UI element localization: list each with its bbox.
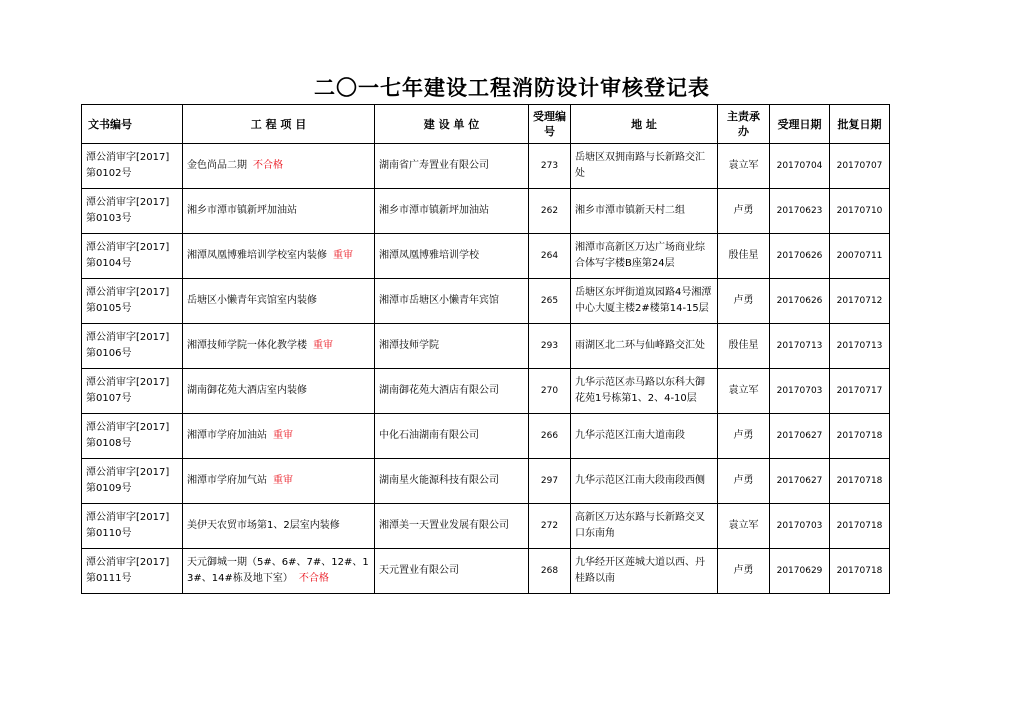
registry-table: [81, 104, 890, 594]
header-project: 工 程 项 目: [183, 105, 375, 144]
accept-no-cell: 270: [529, 369, 571, 414]
unit-cell: 湘潭技师学院: [375, 324, 529, 369]
doc-no-cell: 潭公消审字[2017]第0107号: [82, 369, 183, 414]
table-row: [82, 369, 890, 414]
table-row: [82, 504, 890, 549]
address-cell: 九华示范区江南大道南段: [571, 414, 718, 459]
unit-cell: 湖南星火能源科技有限公司: [375, 459, 529, 504]
project-cell: [183, 459, 375, 504]
handler-cell: 卢勇: [718, 459, 770, 504]
accept-no-cell: 273: [529, 144, 571, 189]
status-tag: 重审: [273, 430, 293, 441]
accept-date-cell: 20170627: [770, 459, 830, 504]
handler-cell: 卢勇: [718, 279, 770, 324]
project-name: 湘潭市学府加气站: [187, 475, 267, 486]
approve-date-cell: 20170712: [830, 279, 890, 324]
approve-date-cell: 20170717: [830, 369, 890, 414]
doc-no-cell: 潭公消审字[2017]第0105号: [82, 279, 183, 324]
handler-cell: 卢勇: [718, 189, 770, 234]
status-tag: 重审: [333, 250, 353, 261]
accept-date-cell: 20170704: [770, 144, 830, 189]
unit-cell: 湘潭凤凰博雅培训学校: [375, 234, 529, 279]
project-name: 湘潭凤凰博雅培训学校室内装修: [187, 250, 327, 261]
approve-date-cell: 20070711: [830, 234, 890, 279]
handler-cell: 袁立军: [718, 369, 770, 414]
project-name: 天元御城一期（5#、6#、7#、12#、13#、14#栋及地下室）: [187, 557, 369, 584]
project-name: 金色尚品二期: [187, 160, 247, 171]
approve-date-cell: 20170710: [830, 189, 890, 234]
accept-no-cell: 264: [529, 234, 571, 279]
unit-cell: 中化石油湖南有限公司: [375, 414, 529, 459]
accept-no-cell: 265: [529, 279, 571, 324]
address-cell: 九华经开区莲城大道以西、丹桂路以南: [571, 549, 718, 594]
accept-date-cell: 20170713: [770, 324, 830, 369]
address-cell: 岳塘区双拥南路与长新路交汇处: [571, 144, 718, 189]
table-row: [82, 459, 890, 504]
header-address: 地 址: [571, 105, 718, 144]
address-cell: 岳塘区东坪街道岚园路4号湘潭中心大厦主楼2#楼第14-15层: [571, 279, 718, 324]
project-cell: [183, 279, 375, 324]
project-cell: [183, 144, 375, 189]
unit-cell: 湖南御花苑大酒店有限公司: [375, 369, 529, 414]
accept-date-cell: 20170623: [770, 189, 830, 234]
status-tag: 不合格: [253, 160, 283, 171]
address-cell: 高新区万达东路与长新路交叉口东南角: [571, 504, 718, 549]
project-cell: [183, 549, 375, 594]
handler-cell: 袁立军: [718, 144, 770, 189]
accept-date-cell: 20170703: [770, 504, 830, 549]
address-cell: 九华示范区江南大段南段西侧: [571, 459, 718, 504]
accept-date-cell: 20170629: [770, 549, 830, 594]
address-cell: 湘乡市潭市镇新天村二组: [571, 189, 718, 234]
address-cell: 湘潭市高新区万达广场商业综合体写字楼B座第24层: [571, 234, 718, 279]
status-tag: 不合格: [298, 573, 329, 584]
approve-date-cell: 20170718: [830, 459, 890, 504]
approve-date-cell: 20170718: [830, 504, 890, 549]
table-row: [82, 549, 890, 594]
unit-cell: 湖南省广寿置业有限公司: [375, 144, 529, 189]
doc-no-cell: 潭公消审字[2017]第0102号: [82, 144, 183, 189]
project-name: 岳塘区小懒青年宾馆室内装修: [187, 295, 317, 306]
address-cell: 九华示范区赤马路以东科大御花苑1号栋第1、2、4-10层: [571, 369, 718, 414]
unit-cell: 湘潭美一天置业发展有限公司: [375, 504, 529, 549]
doc-no-cell: 潭公消审字[2017]第0106号: [82, 324, 183, 369]
accept-date-cell: 20170627: [770, 414, 830, 459]
header-accept-no: 受理编号: [529, 105, 571, 144]
handler-cell: 袁立军: [718, 504, 770, 549]
approve-date-cell: 20170713: [830, 324, 890, 369]
table-row: [82, 189, 890, 234]
project-cell: [183, 369, 375, 414]
header-doc-no: 文书编号: [82, 105, 183, 144]
project-name: 湘潭技师学院一体化教学楼: [187, 340, 307, 351]
project-name: 湖南御花苑大酒店室内装修: [187, 385, 307, 396]
handler-cell: 卢勇: [718, 414, 770, 459]
table-row: [82, 144, 890, 189]
accept-no-cell: 268: [529, 549, 571, 594]
doc-no-cell: 潭公消审字[2017]第0109号: [82, 459, 183, 504]
header-accept-date: 受理日期: [770, 105, 830, 144]
project-name: 美伊天农贸市场第1、2层室内装修: [187, 520, 340, 531]
table-row: [82, 414, 890, 459]
header-row: [82, 105, 890, 144]
accept-date-cell: 20170626: [770, 279, 830, 324]
accept-no-cell: 272: [529, 504, 571, 549]
header-unit: 建 设 单 位: [375, 105, 529, 144]
doc-no-cell: 潭公消审字[2017]第0108号: [82, 414, 183, 459]
handler-cell: 殷佳星: [718, 234, 770, 279]
approve-date-cell: 20170718: [830, 414, 890, 459]
project-name: 湘乡市潭市镇新坪加油站: [187, 205, 297, 216]
accept-no-cell: 262: [529, 189, 571, 234]
accept-no-cell: 266: [529, 414, 571, 459]
doc-no-cell: 潭公消审字[2017]第0104号: [82, 234, 183, 279]
accept-date-cell: 20170626: [770, 234, 830, 279]
unit-cell: 湘潭市岳塘区小懒青年宾馆: [375, 279, 529, 324]
table-row: [82, 234, 890, 279]
project-cell: [183, 189, 375, 234]
table-row: [82, 279, 890, 324]
header-approve-date: 批复日期: [830, 105, 890, 144]
handler-cell: 卢勇: [718, 549, 770, 594]
accept-no-cell: 297: [529, 459, 571, 504]
status-tag: 重审: [273, 475, 293, 486]
unit-cell: 天元置业有限公司: [375, 549, 529, 594]
status-tag: 重审: [313, 340, 333, 351]
accept-date-cell: 20170703: [770, 369, 830, 414]
project-cell: [183, 324, 375, 369]
project-cell: [183, 504, 375, 549]
project-cell: [183, 234, 375, 279]
page-title: 二〇一七年建设工程消防设计审核登记表: [314, 75, 710, 100]
approve-date-cell: 20170707: [830, 144, 890, 189]
header-handler: 主责承办: [718, 105, 770, 144]
approve-date-cell: 20170718: [830, 549, 890, 594]
project-name: 湘潭市学府加油站: [187, 430, 267, 441]
doc-no-cell: 潭公消审字[2017]第0103号: [82, 189, 183, 234]
unit-cell: 湘乡市潭市镇新坪加油站: [375, 189, 529, 234]
project-cell: [183, 414, 375, 459]
accept-no-cell: 293: [529, 324, 571, 369]
doc-no-cell: 潭公消审字[2017]第0111号: [82, 549, 183, 594]
doc-no-cell: 潭公消审字[2017]第0110号: [82, 504, 183, 549]
address-cell: 雨湖区北二环与仙峰路交汇处: [571, 324, 718, 369]
handler-cell: 殷佳星: [718, 324, 770, 369]
table-row: [82, 324, 890, 369]
